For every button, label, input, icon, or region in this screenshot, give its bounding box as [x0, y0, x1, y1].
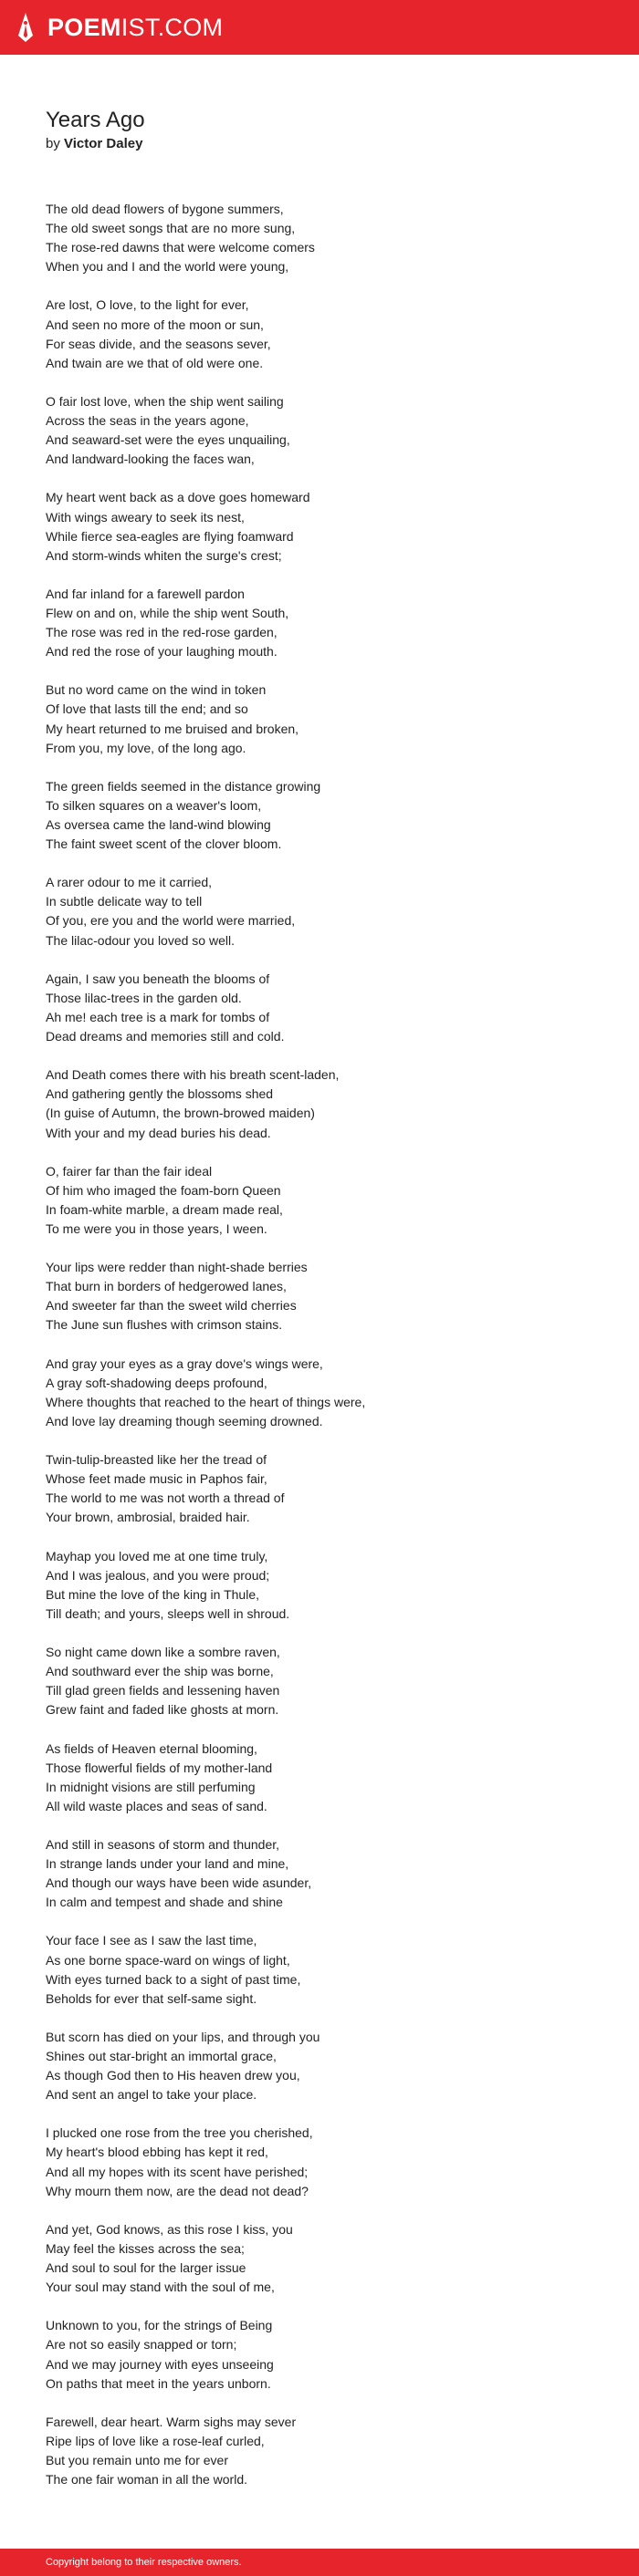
poem-line: Of him who imaged the foam-born Queen [46, 1182, 281, 1198]
site-logo[interactable] [47, 13, 224, 41]
poem-line: Ah me! each tree is a mark for tombs of [46, 1009, 270, 1024]
stanza [46, 1643, 612, 1719]
poem-line: May feel the kisses across the sea; [46, 2240, 245, 2256]
site-footer [0, 2549, 639, 2576]
poem-line: The June sun flushes with crimson stains. [46, 1317, 283, 1333]
poem-line: From you, my love, of the long ago. [46, 740, 246, 755]
poem-line: And twain are we that of old were one. [46, 355, 264, 370]
poem-line: Your brown, ambrosial, braided hair. [46, 1510, 250, 1525]
pen-nib-icon[interactable] [16, 12, 35, 43]
poem-line: And gathering gently the blossoms shed [46, 1086, 274, 1102]
poem-line: And seaward-set were the eyes unquailing, [46, 432, 290, 448]
poem-line: And we may journey with eyes unseeing [46, 2356, 274, 2372]
poem-line: The lilac-odour you loved so well. [46, 932, 235, 948]
poem-line: And Death comes there with his breath scent-laden, [46, 1067, 340, 1083]
poem-line: With wings aweary to seek its nest, [46, 509, 245, 525]
poem-line: But scorn has died on your lips, and through you [46, 2029, 320, 2044]
poem-line: Whose feet made music in Paphos fair, [46, 1471, 267, 1487]
poem-line: And sweeter far than the sweet wild cherries [46, 1298, 297, 1314]
poem-body [46, 200, 612, 2508]
poem-line: The green fields seemed in the distance growing [46, 778, 321, 794]
stanza [46, 1065, 612, 1142]
poem-line: Your soul may stand with the soul of me, [46, 2280, 275, 2295]
poem-line: But you remain unto me for ever [46, 2452, 228, 2467]
poem-line: The faint sweet scent of the clover bloom. [46, 836, 282, 852]
poem-line: O fair lost love, when the ship went sailing [46, 393, 284, 409]
logo-bold-text: POEM [47, 13, 121, 41]
copyright-text: Copyright belong to their respective owners. [46, 2557, 242, 2568]
poem-line: The world to me was not worth a thread of [46, 1491, 285, 1506]
poem-line: As fields of Heaven eternal blooming, [46, 1740, 257, 1756]
poem-line: Of you, ere you and the world were married, [46, 913, 296, 929]
stanza [46, 873, 612, 950]
poem-line: A gray soft-shadowing deeps profound, [46, 1375, 267, 1390]
site-header [0, 0, 639, 55]
stanza [46, 1740, 612, 1816]
poem-line: And still in seasons of storm and thunder, [46, 1836, 280, 1852]
poem-line: In foam-white marble, a dream made real, [46, 1201, 283, 1217]
poem-line: With your and my dead buries his dead. [46, 1125, 271, 1140]
poem-line: And though our ways have been wide asunder, [46, 1875, 312, 1891]
stanza [46, 200, 612, 276]
poem-line: All wild waste places and seas of sand. [46, 1798, 267, 1813]
author-link[interactable]: Victor Daley [64, 136, 143, 151]
poem-line: And yet, God knows, as this rose I kiss, you [46, 2221, 293, 2237]
poem-line: Unknown to you, for the strings of Being [46, 2318, 273, 2333]
poem-line: Till death; and yours, sleeps well in shroud. [46, 1605, 290, 1621]
poem-line: My heart's blood ebbing has kept it red, [46, 2145, 268, 2160]
poem-line: In midnight visions are still perfuming [46, 1779, 256, 1794]
poem-line: And soul to soul for the larger issue [46, 2260, 246, 2276]
poem-line: And red the rose of your laughing mouth. [46, 644, 278, 660]
poem-line: And sent an angel to take your place. [46, 2087, 257, 2103]
stanza [46, 680, 612, 757]
stanza [46, 1450, 612, 1527]
stanza [46, 1547, 612, 1624]
stanza [46, 1162, 612, 1239]
stanza [46, 777, 612, 854]
stanza [46, 2413, 612, 2489]
poem-line: In subtle delicate way to tell [46, 894, 203, 909]
poem-line: And storm-winds whiten the surge's crest; [46, 547, 282, 563]
poem-line: While fierce sea-eagles are flying foamward [46, 528, 294, 544]
stanza [46, 2220, 612, 2297]
poem-line: And far inland for a farewell pardon [46, 586, 245, 601]
poem-line: The old sweet songs that are no more sung, [46, 221, 296, 236]
stanza [46, 1835, 612, 1912]
poem-line: The rose-red dawns that were welcome comers [46, 240, 315, 255]
poem-line: Dead dreams and memories still and cold. [46, 1029, 285, 1044]
poem-line: Your face I see as I saw the last time, [46, 1933, 257, 1948]
poem-line: And seen no more of the moon or sun, [46, 317, 264, 332]
poem-line: My heart returned to me bruised and broken, [46, 721, 299, 736]
poem-line: To me were you in those years, I ween. [46, 1220, 267, 1236]
poem-line: As though God then to His heaven drew you, [46, 2068, 300, 2083]
stanza [46, 2028, 612, 2104]
poem-line: Beholds for ever that self-same sight. [46, 1990, 257, 2006]
poem-line: That burn in borders of hedgerowed lanes, [46, 1279, 287, 1294]
poem-line: The rose was red in the red-rose garden, [46, 625, 278, 640]
poem-line: As one borne space-ward on wings of light, [46, 1952, 290, 1968]
poem-line: Where thoughts that reached to the heart of things were, [46, 1394, 366, 1409]
poem-line: On paths that meet in the years unborn. [46, 2375, 271, 2391]
poem-line: My heart went back as a dove goes homeward [46, 490, 310, 505]
poem-line: In strange lands under your land and mine, [46, 1856, 289, 1872]
byline-prefix: by [46, 136, 60, 151]
poem-line: Your lips were redder than night-shade berries [46, 1260, 308, 1275]
stanza [46, 1931, 612, 2008]
poem-line: When you and I and the world were young, [46, 259, 289, 275]
poem-line: A rarer odour to me it carried, [46, 875, 213, 890]
logo-light-text: IST.COM [120, 13, 224, 41]
stanza [46, 1355, 612, 1431]
stanza [46, 296, 612, 372]
poem-line: Are lost, O love, to the light for ever, [46, 297, 249, 313]
stanza [46, 585, 612, 661]
poem-line: And southward ever the ship was borne, [46, 1664, 274, 1679]
poem-line: Of love that lasts till the end; and so [46, 701, 248, 717]
poem-line: With eyes turned back to a sight of past time, [46, 1971, 301, 1987]
poem-line: I plucked one rose from the tree you cherished, [46, 2125, 313, 2141]
poem-line: And all my hopes with its scent have perished; [46, 2164, 309, 2179]
poem-line: Are not so easily snapped or torn; [46, 2337, 237, 2353]
poem-line: To silken squares on a weaver's loom, [46, 797, 262, 813]
stanza [46, 970, 612, 1046]
poem-line: Flew on and on, while the ship went South, [46, 605, 289, 620]
stanza [46, 2316, 612, 2393]
poem-line: As oversea came the land-wind blowing [46, 817, 271, 832]
poem-line: The one fair woman in all the world. [46, 2472, 247, 2488]
poem-line: And landward-looking the faces wan, [46, 452, 255, 467]
stanza [46, 488, 612, 565]
poem-line: Till glad green fields and lessening haven [46, 1683, 280, 1698]
poem-line: And gray your eyes as a gray dove's wings were, [46, 1356, 323, 1371]
poem-line: Mayhap you loved me at one time truly, [46, 1548, 268, 1563]
poem-title: Years Ago [46, 108, 145, 132]
poem-line: Across the seas in the years agone, [46, 413, 249, 429]
poem-line: Farewell, dear heart. Warm sighs may sever [46, 2414, 297, 2429]
poem-line: Why mourn them now, are the dead not dead? [46, 2183, 309, 2198]
poem-line: But mine the love of the king in Thule, [46, 1586, 259, 1602]
byline [46, 135, 142, 153]
poem-line: Those lilac-trees in the garden old. [46, 990, 242, 1005]
poem-line: O, fairer far than the fair ideal [46, 1163, 213, 1179]
poem-line: But no word came on the wind in token [46, 682, 267, 698]
poem-line: So night came down like a sombre raven, [46, 1645, 280, 1660]
stanza [46, 392, 612, 469]
poem-line: In calm and tempest and shade and shine [46, 1895, 283, 1910]
poem-line: (In guise of Autumn, the brown-browed maiden) [46, 1106, 315, 1121]
poem-line: And love lay dreaming though seeming drowned. [46, 1413, 323, 1428]
poem-line: For seas divide, and the seasons sever, [46, 336, 271, 351]
poem-line: The old dead flowers of bygone summers, [46, 202, 284, 216]
poem-line: Twin-tulip-breasted like her the tread of [46, 1452, 267, 1468]
stanza [46, 1258, 612, 1335]
poem-line: Shines out star-bright an immortal grace, [46, 2049, 277, 2063]
stanza [46, 2124, 612, 2200]
poem-line: And I was jealous, and you were proud; [46, 1567, 270, 1583]
poem-line: Ripe lips of love like a rose-leaf curled, [46, 2433, 265, 2448]
poem-line: Grew faint and faded like ghosts at morn. [46, 1702, 279, 1718]
poem-line: Again, I saw you beneath the blooms of [46, 971, 270, 986]
poem-line: Those flowerful fields of my mother-land [46, 1760, 273, 1775]
